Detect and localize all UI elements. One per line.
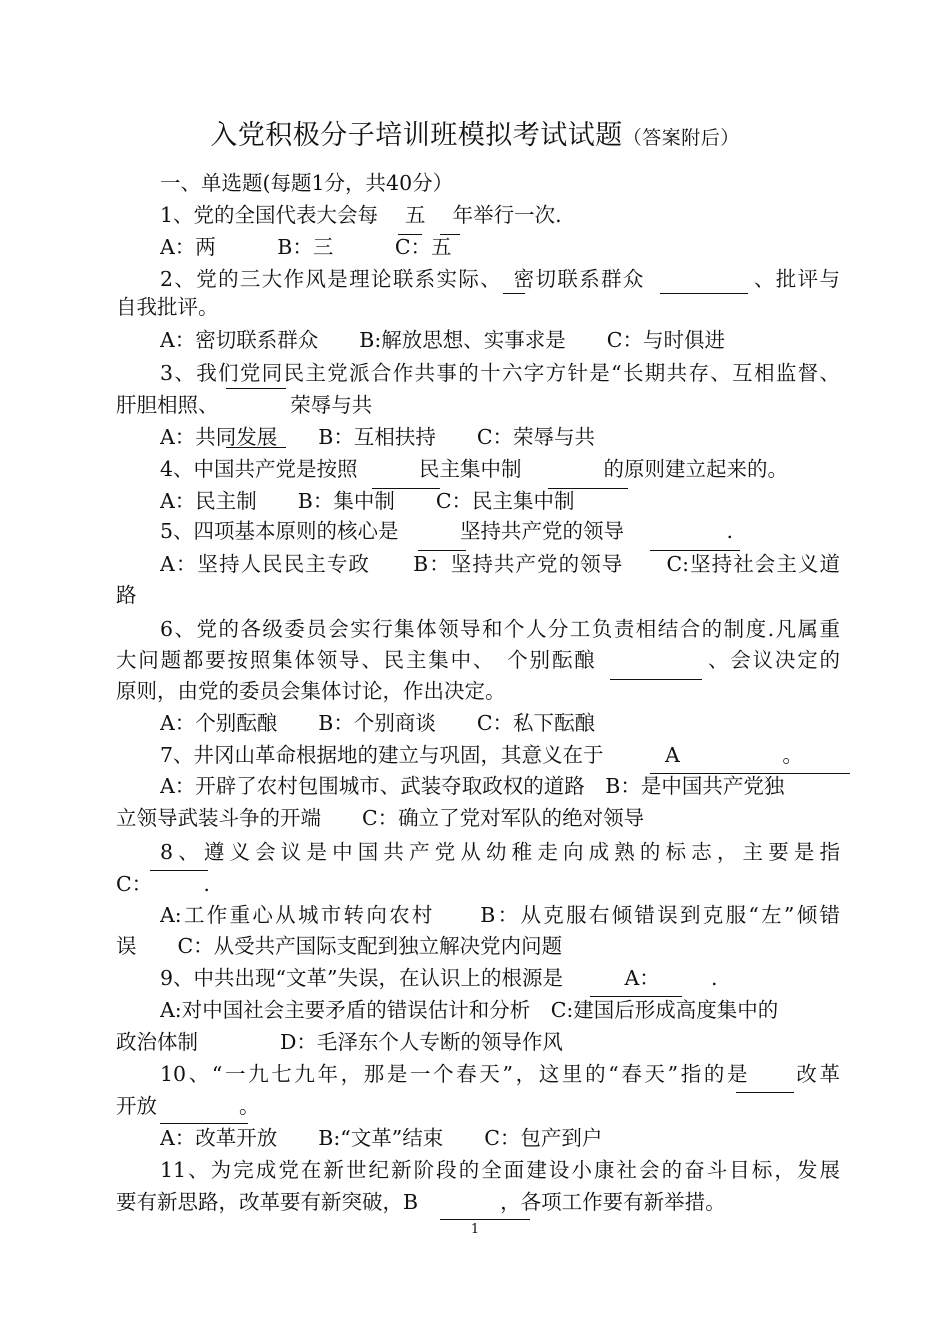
question-9: 9、中共出现“文革”失误，在认识上的根源是 A： . [160, 966, 718, 990]
blank-underline [650, 550, 740, 551]
blank-underline [440, 234, 460, 235]
question-4-options: A：民主制 B：集中制 C：民主集中制 [160, 489, 575, 513]
blank-underline [440, 1219, 530, 1220]
question-5-options: A：坚持人民民主专政 B：坚持共产党的领导 C:坚持社会主义道 [160, 552, 840, 576]
blank-underline [160, 1123, 248, 1124]
question-8: 8、遵义会议是中国共产党从幼稚走向成熟的标志，主要是指 [160, 840, 840, 864]
question-6-cont-2: 原则，由党的委员会集体讨论，作出决定。 [116, 679, 506, 703]
question-5: 5、四项基本原则的核心是 坚持共产党的领导 . [160, 519, 734, 543]
blank-underline [418, 550, 466, 551]
question-1-options: A：两 B：三 C：五 [160, 235, 452, 259]
section-heading: 一、单选题(每题1分，共40分） [160, 171, 454, 195]
blank-underline [736, 1092, 794, 1093]
blank-underline [398, 234, 422, 235]
question-7-options: A：开辟了农村包围城市、武装夺取政权的道路 B：是中国共产党独 [160, 774, 785, 798]
question-11: 11、为完成党在新世纪新阶段的全面建设小康社会的奋斗目标，发展 [160, 1158, 840, 1182]
blank-underline [650, 773, 850, 774]
question-9-options: A:对中国社会主要矛盾的错误估计和分析 C:建国后形成高度集中的 [160, 998, 779, 1022]
question-9-options-cont: 政治体制 D：毛泽东个人专断的领导作风 [116, 1030, 563, 1054]
question-2-cont: 自我批评。 [116, 295, 219, 319]
question-3: 3、我们党同民主党派合作共事的十六字方针是“长期共存、互相监督、 [160, 361, 840, 385]
question-10: 10、“一九七九年，那是一个春天”，这里的“春天”指的是 改革 [160, 1062, 840, 1086]
question-4: 4、中国共产党是按照 民主集中制 的原则建立起来的。 [160, 457, 789, 481]
question-2-options: A：密切联系群众 B:解放思想、实事求是 C：与时俱进 [160, 328, 725, 352]
question-6-options: A：个别酝酿 B：个别商谈 C：私下酝酿 [160, 711, 596, 735]
question-10-cont: 开放 。 [116, 1094, 260, 1118]
question-2: 2、党的三大作风是理论联系实际、 密切联系群众 、批评与 [160, 267, 840, 291]
question-11-cont: 要有新思路，改革要有新突破，B ，各项工作要有新举措。 [116, 1190, 726, 1214]
question-7: 7、井冈山革命根据地的建立与巩固，其意义在于 A 。 [160, 743, 803, 767]
title-text: 入党积极分子培训班模拟考试试题 [210, 120, 623, 151]
blank-underline [372, 488, 440, 489]
question-8-options-cont: 误 C：从受共产国际支配到独立解决党内问题 [116, 934, 563, 958]
blank-underline [610, 679, 702, 680]
page-number: 1 [470, 1222, 480, 1237]
question-6: 6、党的各级委员会实行集体领导和个人分工负责相结合的制度.凡属重 [160, 617, 840, 641]
exam-title [0, 118, 950, 156]
blank-underline [226, 447, 286, 448]
blank-underline [150, 870, 208, 871]
question-8-answer: C： . [116, 872, 210, 896]
question-8-options: A:工作重心从城市转向农村 B：从克服右倾错误到克服“左”倾错 [160, 903, 840, 927]
blank-underline [548, 488, 628, 489]
question-1: 1、党的全国代表大会每 五 年举行一次. [160, 203, 562, 227]
blank-underline [226, 388, 286, 389]
blank-underline [590, 996, 682, 997]
title-note: （答案附后） [622, 127, 740, 149]
blank-underline [503, 293, 525, 294]
question-6-cont-1: 大问题都要按照集体领导、民主集中、 个别酝酿 、会议决定的 [116, 648, 840, 672]
question-10-options: A：改革开放 B:“文革”结束 C：包产到户 [160, 1126, 603, 1150]
question-5-options-cont: 路 [116, 583, 137, 607]
question-3-cont: 肝胆相照、 荣辱与共 [116, 393, 373, 417]
question-7-options-cont: 立领导武装斗争的开端 C：确立了党对军队的绝对领导 [116, 806, 645, 830]
blank-underline [660, 293, 748, 294]
question-3-options: A：共同发展 B：互相扶持 C：荣辱与共 [160, 425, 596, 449]
